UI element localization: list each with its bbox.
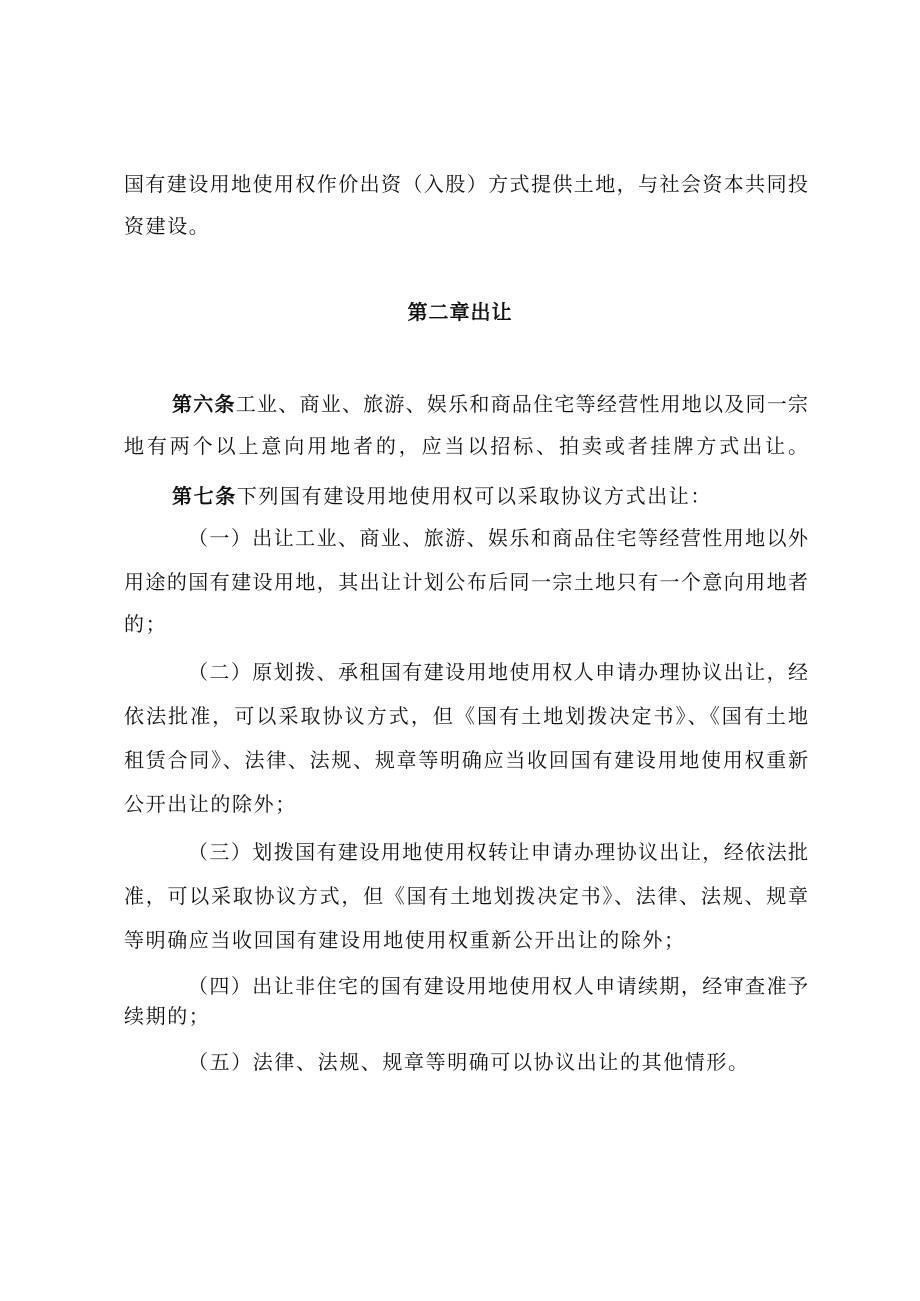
item-2-line-2: 依法批准，可以采取协议方式，但《国有土地划拨决定书》、《国有土地 <box>124 704 808 728</box>
item-2-line-3: 租赁合同》、法律、法规、规章等明确应当收回国有建设用地使用权重新 <box>124 748 808 772</box>
item-3-line-1: （三）划拨国有建设用地使用权转让申请办理协议出让，经依法批 <box>188 840 808 864</box>
intro-line-2: 资建设。 <box>124 214 211 238</box>
item-3-line-3: 等明确应当收回国有建设用地使用权重新公开出让的除外； <box>124 928 686 952</box>
intro-line-1: 国有建设用地使用权作价出资（入股）方式提供土地，与社会资本共同投 <box>124 172 808 196</box>
article-6-line-1 <box>172 390 808 418</box>
article-6-line-2: 地有两个以上意向用地者的，应当以招标、拍卖或者挂牌方式出让。 <box>124 434 808 458</box>
item-1-line-3: 的； <box>124 612 168 636</box>
article-7-label: 第七条 <box>172 484 237 508</box>
item-5-line-1: （五）法律、法规、规章等明确可以协议出让的其他情形。 <box>188 1050 750 1074</box>
item-4-line-2: 续期的； <box>124 1004 211 1028</box>
item-2-line-1: （二）原划拨、承租国有建设用地使用权人申请办理协议出让，经 <box>188 660 808 684</box>
item-1-line-2: 用途的国有建设用地，其出让计划公布后同一宗土地只有一个意向用地者 <box>124 570 808 594</box>
item-3-line-2: 准，可以采取协议方式，但《国有土地划拨决定书》、法律、法规、规章 <box>124 884 808 908</box>
chapter-title: 第二章出让 <box>407 300 513 324</box>
article-7-text-1: 下列国有建设用地使用权可以采取协议方式出让： <box>236 484 713 508</box>
article-6-label: 第六条 <box>172 392 236 416</box>
article-7-line-1 <box>172 482 808 510</box>
item-2-line-4: 公开出让的除外； <box>124 792 297 816</box>
article-6-text-1: 工业、商业、旅游、娱乐和商品住宅等经营性用地以及同一宗 <box>235 392 809 416</box>
item-1-line-1: （一）出让工业、商业、旅游、娱乐和商品住宅等经营性用地以外 <box>188 526 808 550</box>
item-4-line-1: （四）出让非住宅的国有建设用地使用权人申请续期，经审查准予 <box>188 974 808 998</box>
